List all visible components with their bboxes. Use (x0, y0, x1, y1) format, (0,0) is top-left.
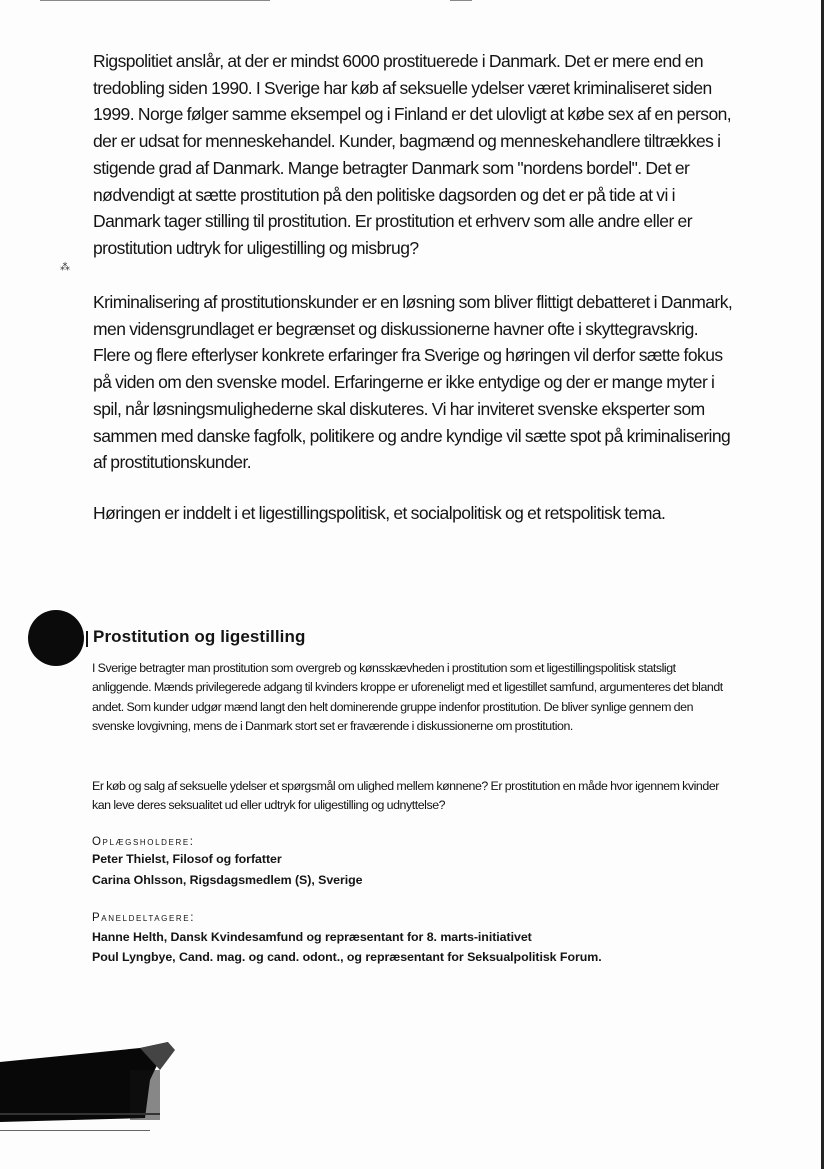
heading-tick (86, 631, 88, 647)
speaker-name: Carina Ohlsson, Rigsdagsmedlem (S), Sverige (92, 873, 363, 887)
speaker-name: Peter Thielst, Filosof og forfatter (92, 852, 282, 866)
speakers-label: Oplægsholdere: (92, 836, 195, 848)
intro-paragraph: Rigspolitiet anslår, at der er mindst 6000 prostituerede i Danmark. Det er mere end en tredobling siden 1990. I Sverige har køb af seksuelle ydelser været kriminaliseret siden 1999. Norge følger samme eksempel og i Finland er det ulovligt at købe sex af en person, der er udsat for menneskehandel. Kunder, bagmænd og menneskehandlere tiltrækkes i stigende grad af Danmark. Mange betragter Danmark som "nordens bordel". Det er nødvendigt at sætte prostitution på den politiske dagsorden og det er på tide at vi i Danmark tager stilling til prostitution. Er prostitution et erhverv som alle andre eller er prostitution udtryk for uligestilling og misbrug? (93, 51, 732, 258)
criminalisation-paragraph: Kriminalisering af prostitutionskunder er en løsning som bliver flittigt debatteret i Danmark, men vidensgrundlaget er begrænset og diskussionerne havner ofte i skyttegravskrig. Flere og flere efterlyser konkrete erfaringer fra Sverige og høringen vil derfor sætte fokus på viden om den svenske model. Erfaringerne er ikke entydige og der er mange myter i spil, når løsningsmulighederne skal diskuteres. Vi har inviteret svenske eksperter som sammen med danske fagfolk, politikere og andre kyndige vil sætte spot på kriminalisering af prostitutionskunder. (93, 292, 733, 473)
section-question-paragraph: Er køb og salg af seksuelle ydelser et spørgsmål om ulighed mellem kønnene? Er prostitution en måde hvor igennem kvinder kan leve deres seksualitet ud eller udtryk for uligestilling og udnyttelse? (92, 779, 719, 813)
section-paragraph: I Sverige betragter man prostitution som overgreb og kønsskævheden i prostitution som et ligestillingspolitisk statsligt anliggende. Mænds privilegerede adgang til kvinders kroppe er uforeneligt med et ligestillet samfund, argumenteres det blandt andet. Som kunder udgør mænd langt den helt dominerende gruppe indenfor prostitution. De bliver synlige gennem den svenske lovgivning, mens de i Danmark stort set er fraværende i diskussionerne om prostitution. (92, 661, 723, 734)
hearing-structure-paragraph: Høringen er inddelt i et ligestillingspolitisk, et socialpolitisk og et retspolitisk tema. (93, 503, 666, 523)
panel-label: Paneldeltagere: (92, 912, 196, 924)
scan-mark-icon: ⁂ (60, 262, 70, 273)
scan-bottom-rule (0, 1113, 160, 1115)
section-bullet-icon (28, 610, 84, 666)
panelist-name: Poul Lyngbye, Cand. mag. og cand. odont., og repræsentant for Seksualpolitisk Forum. (92, 950, 602, 964)
scan-bottom-rule (0, 1130, 150, 1131)
panelist-name: Hanne Helth, Dansk Kvindesamfund og repræsentant for 8. marts-initiativet (92, 930, 532, 944)
scan-top-rule-short (450, 0, 472, 1)
scan-smudge (0, 1040, 175, 1132)
section-title: Prostitution og ligestilling (93, 627, 306, 646)
scan-top-rule (40, 0, 270, 1)
